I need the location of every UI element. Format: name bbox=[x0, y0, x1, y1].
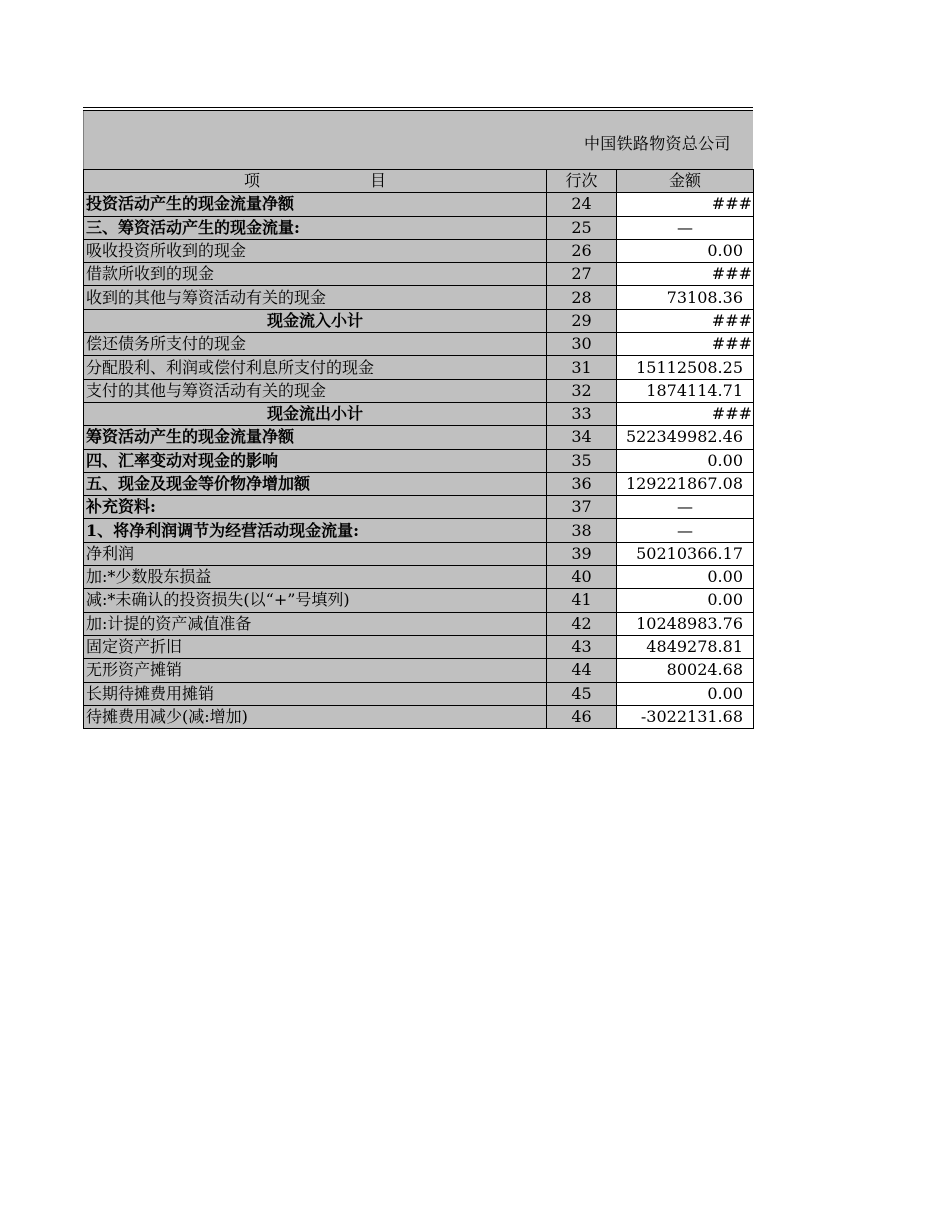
row-item-cell[interactable]: 收到的其他与筹资活动有关的现金 bbox=[84, 286, 547, 309]
row-line-cell[interactable]: 40 bbox=[547, 566, 617, 589]
row-amount-cell[interactable]: 0.00 bbox=[617, 239, 754, 262]
row-item-cell[interactable]: 1、将净利润调节为经营活动现金流量: bbox=[84, 519, 547, 542]
row-item-cell[interactable]: 三、筹资活动产生的现金流量: bbox=[84, 216, 547, 239]
row-line-cell[interactable]: 28 bbox=[547, 286, 617, 309]
row-item-cell[interactable]: 净利润 bbox=[84, 542, 547, 565]
row-amount-cell[interactable]: 0.00 bbox=[617, 682, 754, 705]
row-amount-cell[interactable]: 50210366.17 bbox=[617, 542, 754, 565]
cash-flow-sheet bbox=[83, 107, 753, 729]
row-line-cell[interactable]: 38 bbox=[547, 519, 617, 542]
row-line-cell[interactable]: 32 bbox=[547, 379, 617, 402]
table-row bbox=[84, 356, 754, 379]
table-row bbox=[84, 402, 754, 425]
table-row bbox=[84, 589, 754, 612]
row-amount-cell[interactable]: ### bbox=[617, 263, 754, 286]
row-amount-cell[interactable]: ### bbox=[617, 309, 754, 332]
row-item-cell[interactable]: 固定资产折旧 bbox=[84, 635, 547, 658]
row-amount-cell[interactable]: 73108.36 bbox=[617, 286, 754, 309]
table-row bbox=[84, 263, 754, 286]
row-amount-cell[interactable]: 80024.68 bbox=[617, 659, 754, 682]
row-amount-cell[interactable]: — bbox=[617, 496, 754, 519]
row-line-cell[interactable]: 42 bbox=[547, 612, 617, 635]
table-row bbox=[84, 705, 754, 728]
row-item-cell[interactable]: 加:*少数股东损益 bbox=[84, 566, 547, 589]
header-item-label bbox=[244, 171, 386, 190]
row-line-cell[interactable]: 24 bbox=[547, 193, 617, 216]
row-amount-cell[interactable]: ### bbox=[617, 333, 754, 356]
row-line-cell[interactable]: 43 bbox=[547, 635, 617, 658]
table-row bbox=[84, 659, 754, 682]
row-item-cell[interactable]: 投资活动产生的现金流量净额 bbox=[84, 193, 547, 216]
row-item-cell[interactable]: 减:*未确认的投资损失(以“+”号填列) bbox=[84, 589, 547, 612]
row-item-cell[interactable]: 现金流出小计 bbox=[84, 402, 547, 425]
row-item-cell[interactable]: 借款所收到的现金 bbox=[84, 263, 547, 286]
row-item-cell[interactable]: 分配股利、利润或偿付利息所支付的现金 bbox=[84, 356, 547, 379]
table-row bbox=[84, 449, 754, 472]
row-amount-cell[interactable]: ### bbox=[617, 402, 754, 425]
row-amount-cell[interactable]: 522349982.46 bbox=[617, 426, 754, 449]
row-item-cell[interactable]: 吸收投资所收到的现金 bbox=[84, 239, 547, 262]
row-line-cell[interactable]: 27 bbox=[547, 263, 617, 286]
header-amount-cell[interactable]: 金额 bbox=[617, 170, 754, 193]
row-line-cell[interactable]: 36 bbox=[547, 472, 617, 495]
row-amount-cell[interactable]: -3022131.68 bbox=[617, 705, 754, 728]
row-line-cell[interactable]: 33 bbox=[547, 402, 617, 425]
table-row bbox=[84, 682, 754, 705]
row-amount-cell[interactable]: 4849278.81 bbox=[617, 635, 754, 658]
row-item-cell[interactable]: 补充资料: bbox=[84, 496, 547, 519]
row-line-cell[interactable]: 30 bbox=[547, 333, 617, 356]
row-item-cell[interactable]: 待摊费用减少(减:增加) bbox=[84, 705, 547, 728]
table-row bbox=[84, 333, 754, 356]
row-item-cell[interactable]: 四、汇率变动对现金的影响 bbox=[84, 449, 547, 472]
row-line-cell[interactable]: 25 bbox=[547, 216, 617, 239]
row-item-cell[interactable]: 长期待摊费用摊销 bbox=[84, 682, 547, 705]
row-amount-cell[interactable]: 0.00 bbox=[617, 566, 754, 589]
row-line-cell[interactable]: 45 bbox=[547, 682, 617, 705]
row-amount-cell[interactable]: 0.00 bbox=[617, 589, 754, 612]
cash-flow-table bbox=[83, 169, 754, 729]
table-row bbox=[84, 635, 754, 658]
table-header-row bbox=[84, 170, 754, 193]
row-line-cell[interactable]: 44 bbox=[547, 659, 617, 682]
row-line-cell[interactable]: 31 bbox=[547, 356, 617, 379]
header-line-cell[interactable]: 行次 bbox=[547, 170, 617, 193]
table-row bbox=[84, 379, 754, 402]
row-line-cell[interactable]: 35 bbox=[547, 449, 617, 472]
table-row bbox=[84, 309, 754, 332]
row-line-cell[interactable]: 41 bbox=[547, 589, 617, 612]
row-item-cell[interactable]: 无形资产摊销 bbox=[84, 659, 547, 682]
table-row bbox=[84, 496, 754, 519]
row-amount-cell[interactable]: 129221867.08 bbox=[617, 472, 754, 495]
table-row bbox=[84, 239, 754, 262]
table-row bbox=[84, 426, 754, 449]
row-amount-cell[interactable]: 0.00 bbox=[617, 449, 754, 472]
row-item-cell[interactable]: 五、现金及现金等价物净增加额 bbox=[84, 472, 547, 495]
row-amount-cell[interactable]: 1874114.71 bbox=[617, 379, 754, 402]
row-line-cell[interactable]: 34 bbox=[547, 426, 617, 449]
title-band bbox=[83, 111, 753, 169]
table-row bbox=[84, 566, 754, 589]
table-row bbox=[84, 286, 754, 309]
row-amount-cell[interactable]: — bbox=[617, 216, 754, 239]
header-item-cell[interactable] bbox=[84, 170, 547, 193]
row-item-cell[interactable]: 现金流入小计 bbox=[84, 309, 547, 332]
header-item-right: 目 bbox=[370, 171, 387, 191]
table-row bbox=[84, 193, 754, 216]
row-amount-cell[interactable]: ### bbox=[617, 193, 754, 216]
row-line-cell[interactable]: 39 bbox=[547, 542, 617, 565]
row-line-cell[interactable]: 29 bbox=[547, 309, 617, 332]
table-row bbox=[84, 542, 754, 565]
row-item-cell[interactable]: 偿还债务所支付的现金 bbox=[84, 333, 547, 356]
table-row bbox=[84, 612, 754, 635]
row-line-cell[interactable]: 26 bbox=[547, 239, 617, 262]
row-amount-cell[interactable]: 10248983.76 bbox=[617, 612, 754, 635]
table-row bbox=[84, 519, 754, 542]
table-row bbox=[84, 472, 754, 495]
row-item-cell[interactable]: 支付的其他与筹资活动有关的现金 bbox=[84, 379, 547, 402]
row-item-cell[interactable]: 筹资活动产生的现金流量净额 bbox=[84, 426, 547, 449]
header-item-left: 项 bbox=[243, 171, 260, 191]
row-amount-cell[interactable]: 15112508.25 bbox=[617, 356, 754, 379]
row-line-cell[interactable]: 46 bbox=[547, 705, 617, 728]
row-item-cell[interactable]: 加:计提的资产减值准备 bbox=[84, 612, 547, 635]
report-title: 中国铁路物资总公司 bbox=[584, 134, 731, 153]
table-row bbox=[84, 216, 754, 239]
row-amount-cell[interactable]: — bbox=[617, 519, 754, 542]
row-line-cell[interactable]: 37 bbox=[547, 496, 617, 519]
